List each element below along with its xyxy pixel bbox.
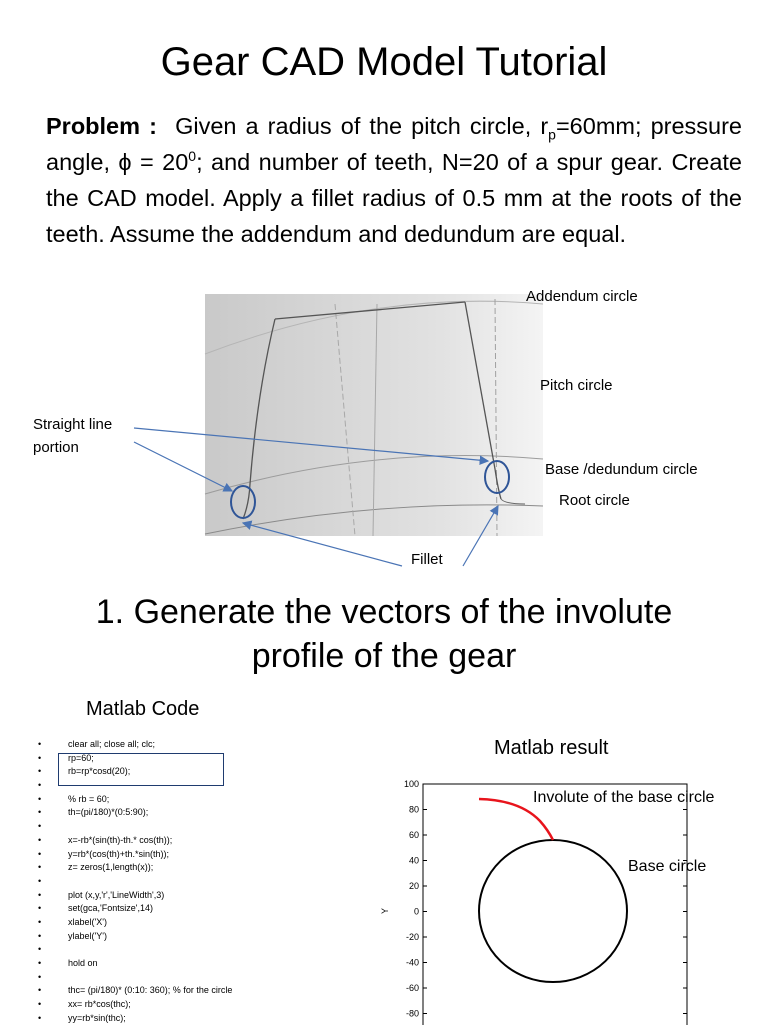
matlab-result-plot [380, 776, 715, 1024]
straight-line-portion-label: portion [33, 439, 79, 456]
code-line: • x=-rb*(sin(th)-th.* cos(th)); [38, 834, 232, 848]
y-tick-label: 0 [413, 906, 419, 917]
problem-text-2: =60mm; pressure angle, ϕ = 20 [46, 113, 742, 175]
y-tick-label: 60 [408, 830, 419, 840]
code-line: • clear all; close all; clc; [38, 738, 232, 752]
addendum-circle-label: Addendum circle [526, 288, 638, 305]
involute-label: Involute of the base circle [533, 789, 715, 806]
code-line: • % rb = 60; [38, 793, 232, 807]
y-tick-label: -40 [405, 957, 419, 968]
y-axis-label: Y [380, 907, 390, 914]
code-line: • thc= (pi/180)* (0:10: 360); % for the circle [38, 984, 232, 998]
code-line: • z= zeros(1,length(x)); [38, 861, 232, 875]
code-line [38, 820, 232, 834]
problem-label: Problem : [46, 113, 157, 139]
code-line: • set(gca,'Fontsize',14) [38, 902, 232, 916]
matlab-code-title: Matlab Code [86, 698, 200, 720]
y-tick-label: 40 [408, 855, 419, 866]
code-line [38, 943, 232, 957]
code-line: • rb=rp*cosd(20); [38, 765, 232, 779]
plot-axes-box [423, 784, 687, 1025]
y-tick-label: 80 [408, 804, 419, 815]
y-tick-label: -80 [405, 1008, 419, 1019]
base-dedendum-circle-label: Base /dedundum circle [545, 461, 698, 478]
y-tick-label: -20 [405, 932, 419, 942]
code-line [38, 971, 232, 985]
code-line: • rp=60; [38, 752, 232, 766]
root-circle-label: Root circle [559, 492, 630, 509]
base-circle-label: Base circle [628, 858, 707, 875]
code-line: • ylabel('Y') [38, 930, 232, 944]
y-tick-label: -60 [405, 983, 419, 993]
step-heading [0, 590, 768, 678]
page-title: Gear CAD Model Tutorial [160, 40, 608, 84]
problem-sup-0: 0 [188, 148, 197, 165]
problem-text-3: ; and number of teeth, N=20 of a spur gear. Create the CAD model. Apply a fillet radius of 0.5 mm at the roots of the teeth. Assume the addendum and dedundum are equal. [46, 149, 742, 247]
straight-line-label: Straight line [33, 416, 113, 433]
code-highlight-box [58, 753, 224, 786]
code-line: • hold on [38, 957, 232, 971]
code-line [38, 875, 232, 889]
code-line: • xx= rb*cos(thc); [38, 998, 232, 1012]
y-tick-label: 100 [403, 779, 419, 789]
pitch-circle-label: Pitch circle [540, 377, 613, 394]
code-line: • th=(pi/180)*(0:5:90); [38, 806, 232, 820]
code-line: • xlabel('X') [38, 916, 232, 930]
problem-sub-p: p [548, 126, 556, 143]
step-heading-line-1: 1. Generate the vectors of the involute [95, 593, 673, 631]
code-line: • y=rb*(cos(th)+th.*sin(th)); [38, 848, 232, 862]
step-heading-line-2: profile of the gear [251, 637, 517, 675]
code-line: • plot (x,y,'r','LineWidth',3) [38, 889, 232, 903]
code-line: • yy=rb*sin(thc); [38, 1012, 232, 1025]
matlab-result-title: Matlab result [494, 737, 609, 759]
fillet-label: Fillet [411, 551, 443, 568]
y-tick-label: 20 [408, 881, 419, 891]
problem-text-1: Given a radius of the pitch circle, r [175, 113, 549, 139]
